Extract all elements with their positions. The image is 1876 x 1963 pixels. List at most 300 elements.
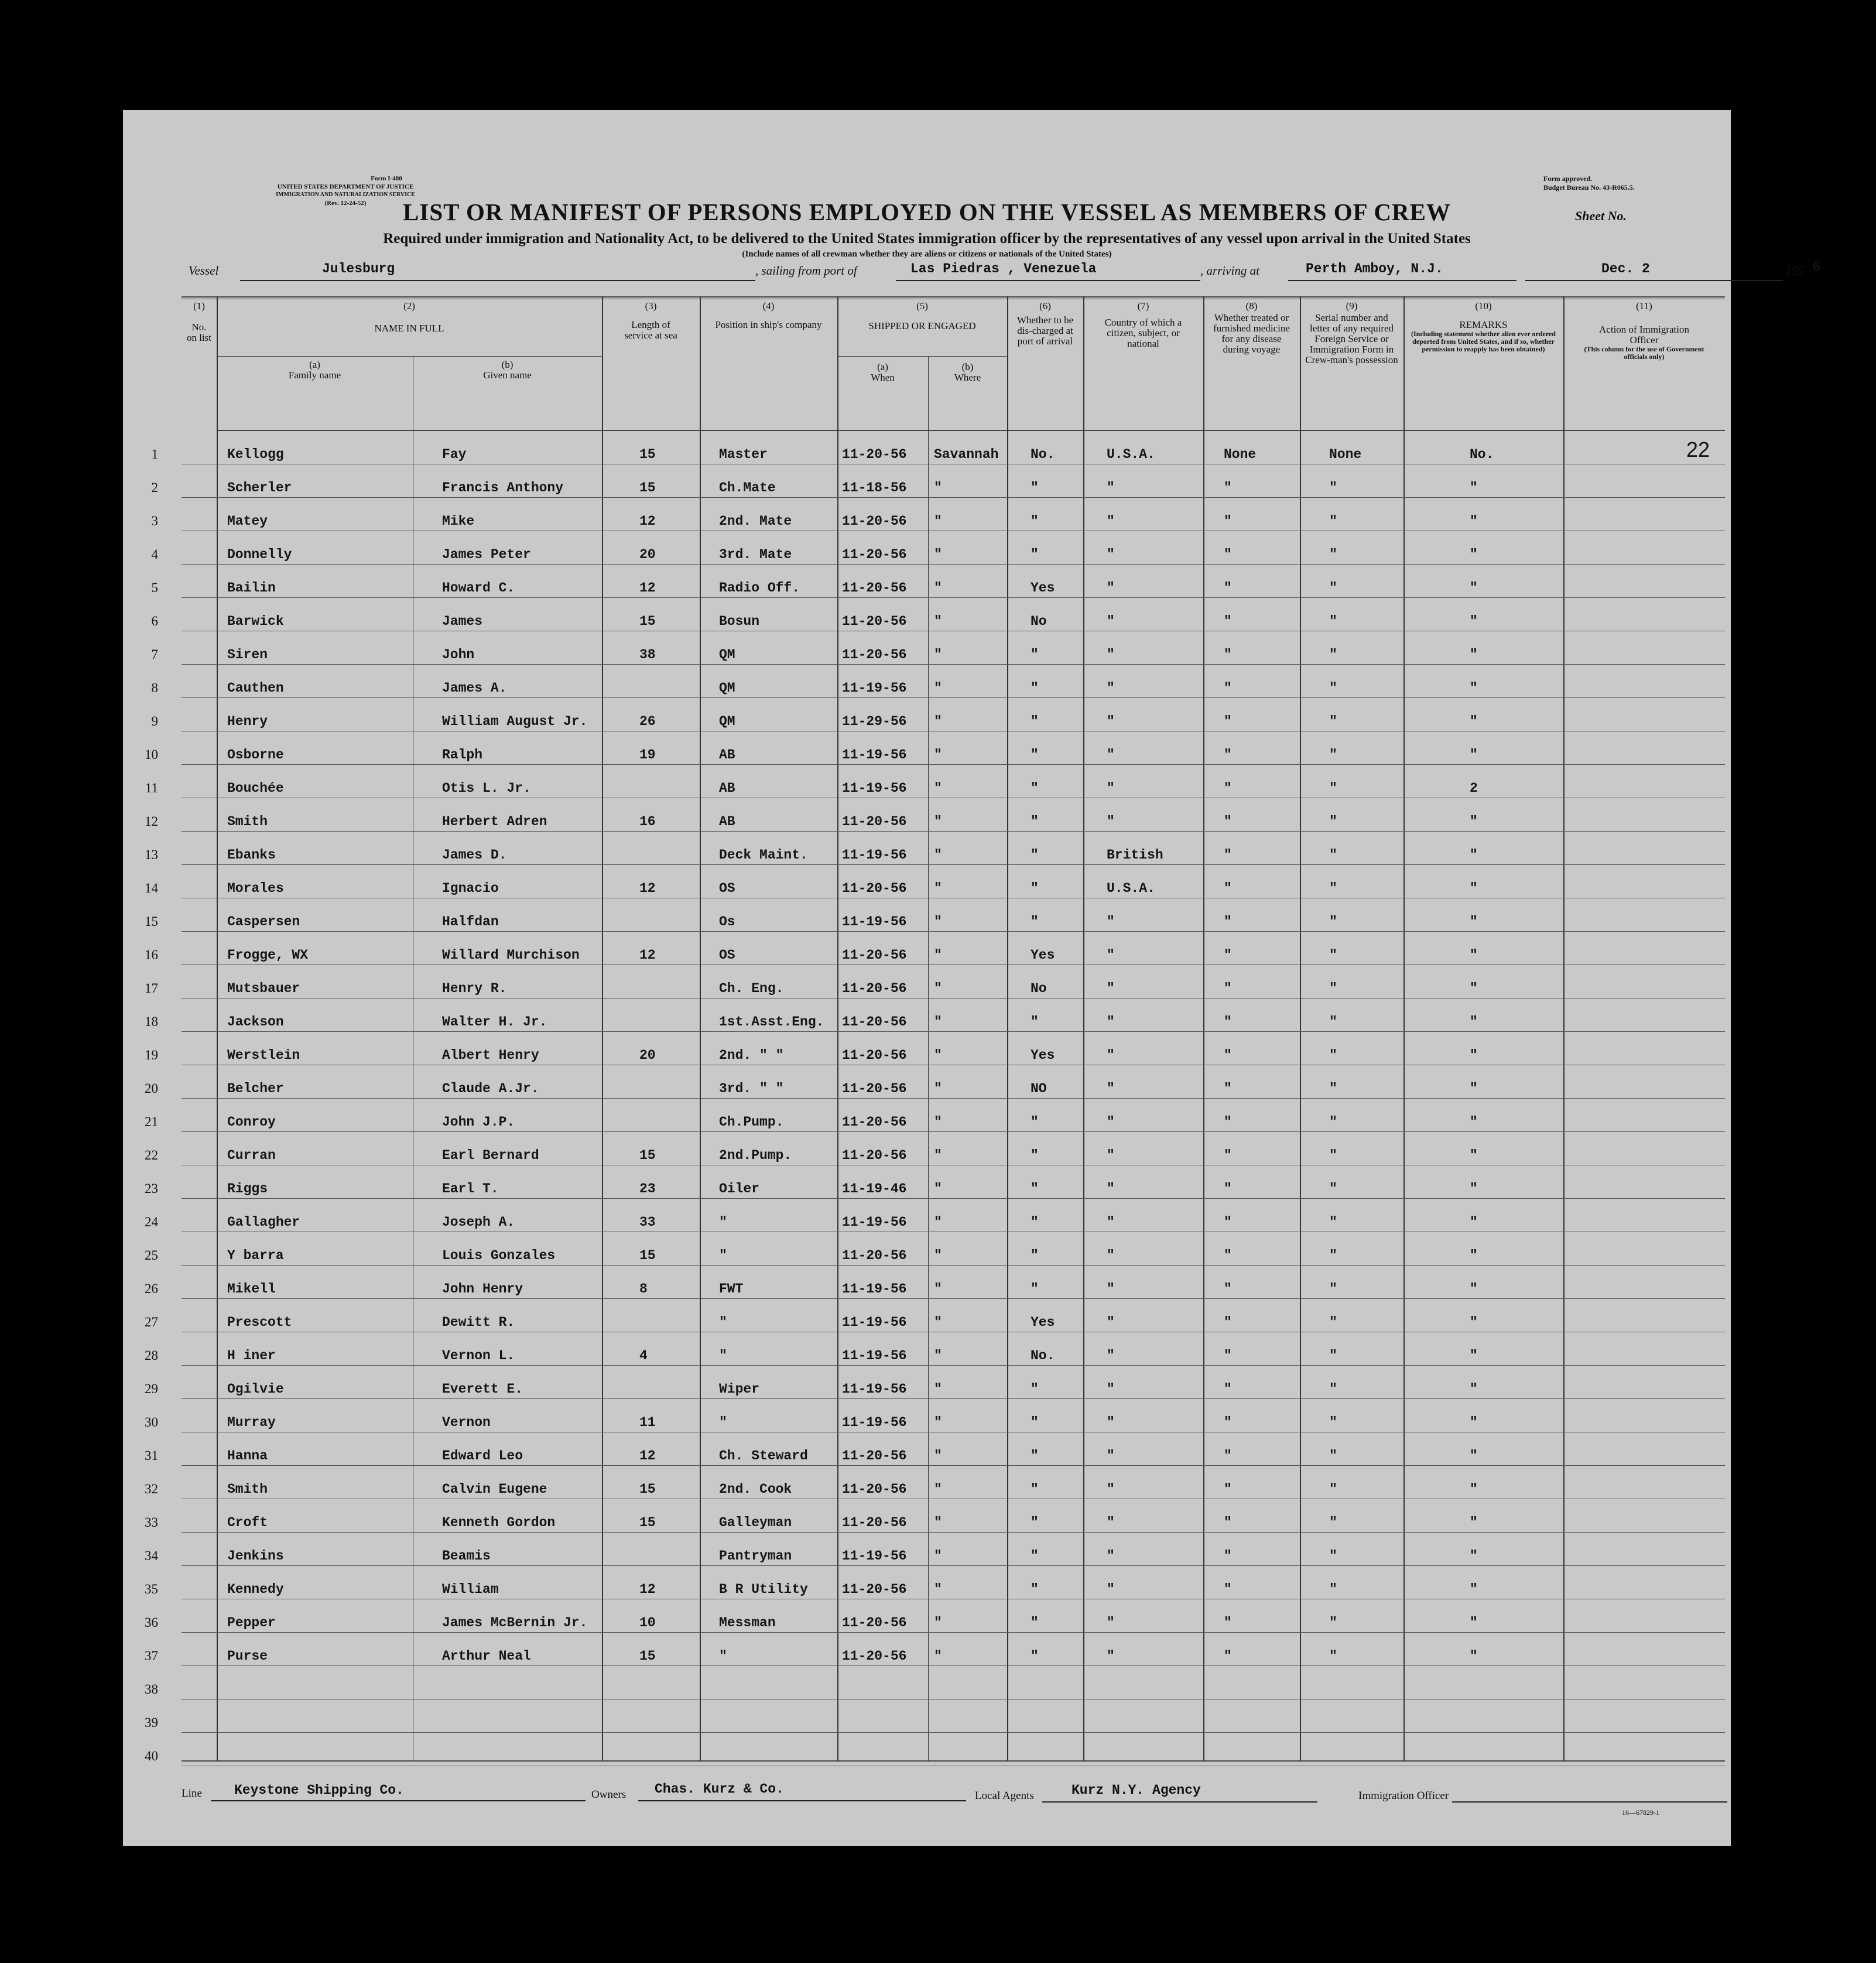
cell-family: Kellogg bbox=[227, 447, 284, 462]
cell-position: QM bbox=[719, 647, 735, 662]
cell-given: Beamis bbox=[442, 1548, 491, 1564]
col-no-on-list: No. on list bbox=[186, 322, 212, 343]
col-country: Country of which a citizen, subject, or national bbox=[1104, 317, 1182, 349]
cell-position: Oiler bbox=[719, 1181, 760, 1196]
cell-given: Claude A.Jr. bbox=[442, 1081, 539, 1096]
cell-country: " bbox=[1107, 1381, 1115, 1397]
cell-serial: " bbox=[1329, 1448, 1337, 1463]
col-position: Position in ship's company bbox=[715, 319, 822, 330]
cell-medicine: " bbox=[1224, 1248, 1232, 1263]
cell-where: " bbox=[934, 1649, 942, 1664]
cell-remarks: " bbox=[1470, 1248, 1478, 1263]
cell-serial: " bbox=[1329, 480, 1337, 495]
col8-number: (8) bbox=[1245, 300, 1258, 312]
cell-where: " bbox=[934, 1081, 942, 1096]
cell-position: 2nd. Cook bbox=[719, 1482, 792, 1497]
cell-family: Smith bbox=[227, 814, 268, 829]
cell-remarks: " bbox=[1470, 1281, 1478, 1297]
cell-discharged: Yes bbox=[1031, 580, 1055, 596]
port-from: Las Piedras , Venezuela bbox=[910, 261, 1097, 276]
cell-where: " bbox=[934, 948, 942, 963]
crew-row bbox=[123, 932, 1731, 965]
cell-where: " bbox=[934, 1415, 942, 1430]
cell-family: Henry bbox=[227, 714, 268, 729]
cell-country: " bbox=[1107, 781, 1115, 796]
cell-given: Earl T. bbox=[442, 1181, 499, 1196]
cell-where: " bbox=[934, 1548, 942, 1564]
cell-length: 8 bbox=[639, 1281, 648, 1297]
cell-discharged: " bbox=[1031, 781, 1039, 796]
cell-country: British bbox=[1107, 847, 1163, 863]
cell-serial: " bbox=[1329, 1215, 1337, 1230]
cell-serial: " bbox=[1329, 948, 1337, 963]
cell-remarks: " bbox=[1470, 847, 1478, 863]
cell-position: " bbox=[719, 1248, 727, 1263]
row-number: 39 bbox=[145, 1715, 158, 1730]
row-number: 20 bbox=[145, 1081, 158, 1096]
cell-position: Os bbox=[719, 914, 735, 929]
cell-where: " bbox=[934, 480, 942, 495]
col9-number: (9) bbox=[1346, 300, 1358, 312]
cell-given: Dewitt R. bbox=[442, 1315, 515, 1330]
crew-row bbox=[123, 498, 1731, 531]
cell-country: " bbox=[1107, 1348, 1115, 1363]
cell-serial: " bbox=[1329, 1649, 1337, 1664]
cell-medicine: " bbox=[1224, 1181, 1232, 1196]
cell-country: " bbox=[1107, 1615, 1115, 1630]
cell-where: " bbox=[934, 1315, 942, 1330]
cell-discharged: " bbox=[1031, 1515, 1039, 1530]
cell-remarks: 2 bbox=[1470, 781, 1478, 796]
cell-position: " bbox=[719, 1649, 727, 1664]
row-number: 5 bbox=[151, 580, 158, 595]
col-remarks: REMARKS bbox=[1459, 319, 1508, 330]
cell-family: Mutsbauer bbox=[227, 981, 300, 996]
cell-when: 11-18-56 bbox=[842, 480, 907, 495]
cell-given: Francis Anthony bbox=[442, 480, 564, 495]
cell-where: " bbox=[934, 1281, 942, 1297]
cell-position: AB bbox=[719, 747, 735, 762]
cell-serial: " bbox=[1329, 1315, 1337, 1330]
cell-when: 11-20-56 bbox=[842, 1114, 907, 1130]
crew-row bbox=[123, 1466, 1731, 1499]
cell-medicine: " bbox=[1224, 881, 1232, 896]
row-number: 19 bbox=[145, 1048, 158, 1062]
cell-country: " bbox=[1107, 1281, 1115, 1297]
cell-family: Bailin bbox=[227, 580, 276, 596]
cell-discharged: " bbox=[1031, 1381, 1039, 1397]
line-name: Keystone Shipping Co. bbox=[234, 1783, 404, 1798]
cell-length: 20 bbox=[639, 547, 656, 562]
crew-row bbox=[123, 1366, 1731, 1399]
cell-family: Smith bbox=[227, 1482, 268, 1497]
cell-when: 11-20-56 bbox=[842, 547, 907, 562]
cell-country: " bbox=[1107, 614, 1115, 629]
cell-remarks: " bbox=[1470, 1315, 1478, 1330]
crew-row bbox=[123, 832, 1731, 865]
cell-when: 11-19-56 bbox=[842, 1315, 907, 1330]
cell-discharged: " bbox=[1031, 1281, 1039, 1297]
cell-remarks: " bbox=[1470, 580, 1478, 596]
cell-when: 11-20-56 bbox=[842, 948, 907, 963]
cell-remarks: " bbox=[1470, 514, 1478, 529]
cell-discharged: NO bbox=[1031, 1081, 1047, 1096]
cell-serial: " bbox=[1329, 814, 1337, 829]
cell-country: " bbox=[1107, 1014, 1115, 1030]
cell-length: 10 bbox=[639, 1615, 656, 1630]
cell-remarks: " bbox=[1470, 1381, 1478, 1397]
cell-when: 11-20-56 bbox=[842, 580, 907, 596]
cell-remarks: " bbox=[1470, 814, 1478, 829]
crew-row bbox=[123, 1266, 1731, 1299]
col-shipped: SHIPPED OR ENGAGED bbox=[868, 320, 976, 331]
cell-family: Jackson bbox=[227, 1014, 284, 1030]
manifest-note: (Include names of all crewman whether they are aliens or citizens or nationals of the United States) bbox=[742, 249, 1112, 259]
row-number: 16 bbox=[145, 948, 158, 962]
vessel-name: Julesburg bbox=[322, 261, 395, 276]
row-number: 15 bbox=[145, 914, 158, 929]
cell-length: 4 bbox=[639, 1348, 648, 1363]
cell-discharged: " bbox=[1031, 1415, 1039, 1430]
crew-row bbox=[123, 1599, 1731, 1633]
cell-position: Master bbox=[719, 447, 768, 462]
row-number: 10 bbox=[145, 747, 158, 762]
cell-position: " bbox=[719, 1215, 727, 1230]
cell-serial: " bbox=[1329, 781, 1337, 796]
cell-medicine: " bbox=[1224, 1515, 1232, 1530]
cell-country: " bbox=[1107, 647, 1115, 662]
cell-family: Bouchée bbox=[227, 781, 284, 796]
crew-row bbox=[123, 464, 1731, 498]
cell-when: 11-19-56 bbox=[842, 847, 907, 863]
crew-row bbox=[123, 1733, 1731, 1766]
cell-where: " bbox=[934, 881, 942, 896]
cell-where: " bbox=[934, 647, 942, 662]
owners-name: Chas. Kurz & Co. bbox=[655, 1781, 784, 1797]
cell-position: Ch.Mate bbox=[719, 480, 776, 495]
cell-medicine: " bbox=[1224, 981, 1232, 996]
cell-medicine: " bbox=[1224, 847, 1232, 863]
cell-country: " bbox=[1107, 480, 1115, 495]
cell-when: 11-20-56 bbox=[842, 447, 907, 462]
cell-given: Joseph A. bbox=[442, 1215, 515, 1230]
cell-remarks: " bbox=[1470, 1415, 1478, 1430]
cell-medicine: " bbox=[1224, 1649, 1232, 1664]
cell-discharged: " bbox=[1031, 1181, 1039, 1196]
cell-family: H iner bbox=[227, 1348, 276, 1363]
cell-discharged: " bbox=[1031, 914, 1039, 929]
cell-medicine: " bbox=[1224, 647, 1232, 662]
col-serial: Serial number and letter of any required Foreign Service or Immigration Form in Crew-man's possession bbox=[1305, 312, 1398, 365]
row-number: 14 bbox=[145, 881, 158, 895]
cell-serial: " bbox=[1329, 981, 1337, 996]
crew-row bbox=[123, 631, 1731, 665]
cell-where: " bbox=[934, 1014, 942, 1030]
cell-given: Herbert Adren bbox=[442, 814, 547, 829]
cell-medicine: " bbox=[1224, 948, 1232, 963]
cell-discharged: " bbox=[1031, 714, 1039, 729]
cell-discharged: " bbox=[1031, 1215, 1039, 1230]
col6-number: (6) bbox=[1039, 300, 1051, 312]
cell-remarks: " bbox=[1470, 614, 1478, 629]
cell-when: 11-20-56 bbox=[842, 1081, 907, 1096]
cell-position: QM bbox=[719, 714, 735, 729]
cell-serial: " bbox=[1329, 847, 1337, 863]
col-given-mark: (b) bbox=[501, 359, 513, 370]
crew-row bbox=[123, 665, 1731, 698]
cell-when: 11-19-56 bbox=[842, 1415, 907, 1430]
cell-discharged: Yes bbox=[1031, 1048, 1055, 1063]
cell-where: " bbox=[934, 714, 942, 729]
cell-when: 11-20-56 bbox=[842, 1649, 907, 1664]
col-family-mark: (a) bbox=[309, 359, 320, 370]
cell-country: U.S.A. bbox=[1107, 881, 1155, 896]
cell-given: Albert Henry bbox=[442, 1048, 539, 1063]
cell-length: 15 bbox=[639, 614, 656, 629]
cell-when: 11-20-56 bbox=[842, 1482, 907, 1497]
cell-position: AB bbox=[719, 781, 735, 796]
cell-length: 20 bbox=[639, 1048, 656, 1063]
crew-row bbox=[123, 731, 1731, 765]
cell-where: " bbox=[934, 580, 942, 596]
cell-discharged: " bbox=[1031, 1014, 1039, 1030]
print-code: 16—67829-1 bbox=[1622, 1808, 1659, 1817]
crew-row bbox=[123, 1032, 1731, 1065]
crew-row bbox=[123, 531, 1731, 565]
crew-row bbox=[123, 1132, 1731, 1165]
cell-family: Ogilvie bbox=[227, 1381, 284, 1397]
cell-position: Ch. Eng. bbox=[719, 981, 784, 996]
row-number: 4 bbox=[151, 547, 158, 562]
cell-medicine: " bbox=[1224, 714, 1232, 729]
form-number: Form I-480 bbox=[371, 175, 402, 182]
cell-family: Murray bbox=[227, 1415, 276, 1430]
cell-given: Henry R. bbox=[442, 981, 507, 996]
manifest-sheet bbox=[123, 110, 1821, 1846]
cell-remarks: " bbox=[1470, 1448, 1478, 1463]
cell-medicine: " bbox=[1224, 514, 1232, 529]
cell-family: Frogge, WX bbox=[227, 948, 309, 963]
cell-country: " bbox=[1107, 1515, 1115, 1530]
row-number: 13 bbox=[145, 847, 158, 862]
cell-where: " bbox=[934, 547, 942, 562]
crew-row bbox=[123, 1566, 1731, 1599]
cell-remarks: " bbox=[1470, 714, 1478, 729]
cell-medicine: " bbox=[1224, 1482, 1232, 1497]
cell-given: James A. bbox=[442, 680, 507, 696]
arrival-date: Dec. 2 bbox=[1601, 261, 1650, 276]
cell-length: 12 bbox=[639, 948, 656, 963]
cell-serial: " bbox=[1329, 747, 1337, 762]
col-medicine: Whether treated or furnished medicine for any disease during voyage bbox=[1213, 312, 1290, 355]
cell-when: 11-20-56 bbox=[842, 814, 907, 829]
cell-length: 12 bbox=[639, 580, 656, 596]
row-number: 40 bbox=[145, 1749, 158, 1763]
cell-serial: " bbox=[1329, 1281, 1337, 1297]
cell-medicine: " bbox=[1224, 1548, 1232, 1564]
cell-country: " bbox=[1107, 747, 1115, 762]
row-number: 3 bbox=[151, 514, 158, 528]
row-number: 25 bbox=[145, 1248, 158, 1263]
cell-discharged: " bbox=[1031, 547, 1039, 562]
cell-discharged: No. bbox=[1031, 1348, 1055, 1363]
crew-row bbox=[123, 1666, 1731, 1699]
cell-serial: " bbox=[1329, 614, 1337, 629]
cell-when: 11-20-56 bbox=[842, 1515, 907, 1530]
cell-country: " bbox=[1107, 1482, 1115, 1497]
owners-label: Owners bbox=[591, 1788, 627, 1801]
crew-row bbox=[123, 431, 1731, 464]
col-remarks-note: (Including statement whether alien ever ordered deported from United States, and if so, whether permission to reapply has been obtained) bbox=[1411, 330, 1556, 353]
cell-country: " bbox=[1107, 680, 1115, 696]
year-digit: 6 bbox=[1812, 259, 1821, 275]
vessel-label: Vessel bbox=[189, 264, 219, 278]
cell-remarks: " bbox=[1470, 1081, 1478, 1096]
cell-position: OS bbox=[719, 948, 735, 963]
cell-where: " bbox=[934, 1048, 942, 1063]
cell-country: " bbox=[1107, 547, 1115, 562]
crew-row bbox=[123, 965, 1731, 998]
row-number: 1 bbox=[151, 447, 158, 461]
cell-country: " bbox=[1107, 580, 1115, 596]
cell-length: 15 bbox=[639, 1148, 656, 1163]
cell-discharged: No. bbox=[1031, 447, 1055, 462]
cell-where: " bbox=[934, 1448, 942, 1463]
cell-country: " bbox=[1107, 1081, 1115, 1096]
row-number: 18 bbox=[145, 1014, 158, 1029]
crew-row bbox=[123, 765, 1731, 798]
cell-where: " bbox=[934, 914, 942, 929]
cell-country: " bbox=[1107, 814, 1115, 829]
cell-length: 12 bbox=[639, 1582, 656, 1597]
cell-discharged: " bbox=[1031, 1582, 1039, 1597]
row-number: 17 bbox=[145, 981, 158, 996]
cell-remarks: " bbox=[1470, 547, 1478, 562]
cell-length: 19 bbox=[639, 747, 656, 762]
cell-where: " bbox=[934, 1582, 942, 1597]
col7-number: (7) bbox=[1137, 300, 1149, 312]
cell-where: " bbox=[934, 1148, 942, 1163]
cell-family: Pepper bbox=[227, 1615, 276, 1630]
crew-row bbox=[123, 698, 1731, 731]
cell-when: 11-20-56 bbox=[842, 1248, 907, 1263]
cell-where: " bbox=[934, 781, 942, 796]
department-name: UNITED STATES DEPARTMENT OF JUSTICE bbox=[277, 183, 414, 190]
cell-country: " bbox=[1107, 514, 1115, 529]
cell-length: 15 bbox=[639, 480, 656, 495]
cell-discharged: " bbox=[1031, 1248, 1039, 1263]
cell-position: Ch. Steward bbox=[719, 1448, 808, 1463]
cell-medicine: " bbox=[1224, 1081, 1232, 1096]
cell-given: Ralph bbox=[442, 747, 483, 762]
cell-family: Osborne bbox=[227, 747, 284, 762]
cell-medicine: " bbox=[1224, 480, 1232, 495]
cell-where: " bbox=[934, 1515, 942, 1530]
cell-serial: " bbox=[1329, 647, 1337, 662]
cell-remarks: No. bbox=[1470, 447, 1494, 462]
col3-number: (3) bbox=[645, 300, 657, 312]
cell-remarks: " bbox=[1470, 948, 1478, 963]
cell-serial: " bbox=[1329, 1081, 1337, 1096]
cell-country: " bbox=[1107, 981, 1115, 996]
crew-row bbox=[123, 1199, 1731, 1232]
form-revision: (Rev. 12-24-52) bbox=[324, 200, 367, 207]
cell-discharged: No bbox=[1031, 614, 1047, 629]
sailing-label: , sailing from port of bbox=[755, 264, 857, 278]
col-where: Where bbox=[954, 372, 981, 383]
cell-when: 11-19-56 bbox=[842, 1548, 907, 1564]
cell-family: Mikell bbox=[227, 1281, 276, 1297]
cell-family: Ebanks bbox=[227, 847, 276, 863]
cell-serial: " bbox=[1329, 514, 1337, 529]
cell-when: 11-20-56 bbox=[842, 1448, 907, 1463]
cell-serial: " bbox=[1329, 1181, 1337, 1196]
cell-remarks: " bbox=[1470, 1482, 1478, 1497]
cell-serial: " bbox=[1329, 1148, 1337, 1163]
cell-where: " bbox=[934, 514, 942, 529]
row-number: 33 bbox=[145, 1515, 158, 1530]
cell-where: " bbox=[934, 1248, 942, 1263]
cell-serial: " bbox=[1329, 1114, 1337, 1130]
crew-row bbox=[123, 865, 1731, 898]
row-number: 7 bbox=[151, 647, 158, 662]
crew-row bbox=[123, 798, 1731, 832]
crew-row bbox=[123, 1699, 1731, 1733]
col-where-mark: (b) bbox=[961, 361, 974, 372]
col-discharged: Whether to be dis-charged at port of arrival bbox=[1016, 314, 1074, 347]
cell-length: 12 bbox=[639, 1448, 656, 1463]
crew-row bbox=[123, 598, 1731, 631]
cell-country: U.S.A. bbox=[1107, 447, 1155, 462]
cell-discharged: No bbox=[1031, 981, 1047, 996]
row-number: 26 bbox=[145, 1281, 158, 1296]
cell-when: 11-19-56 bbox=[842, 1381, 907, 1397]
cell-discharged: " bbox=[1031, 847, 1039, 863]
cell-remarks: " bbox=[1470, 1548, 1478, 1564]
crew-row bbox=[123, 1533, 1731, 1566]
cell-length: 15 bbox=[639, 447, 656, 462]
cell-family: Siren bbox=[227, 647, 268, 662]
cell-discharged: " bbox=[1031, 514, 1039, 529]
cell-family: Belcher bbox=[227, 1081, 284, 1096]
cell-medicine: " bbox=[1224, 1381, 1232, 1397]
cell-where: " bbox=[934, 1181, 942, 1196]
crew-row bbox=[123, 1299, 1731, 1332]
row-number: 9 bbox=[151, 714, 158, 729]
cell-given: Vernon L. bbox=[442, 1348, 515, 1363]
cell-position: B R Utility bbox=[719, 1582, 808, 1597]
cell-given: John J.P. bbox=[442, 1114, 515, 1130]
cell-given: John Henry bbox=[442, 1281, 523, 1297]
cell-serial: " bbox=[1329, 1482, 1337, 1497]
cell-medicine: " bbox=[1224, 1114, 1232, 1130]
cell-family: Conroy bbox=[227, 1114, 276, 1130]
cell-where: " bbox=[934, 747, 942, 762]
cell-length: 15 bbox=[639, 1482, 656, 1497]
cell-discharged: " bbox=[1031, 1615, 1039, 1630]
cell-remarks: " bbox=[1470, 1582, 1478, 1597]
cell-given: Mike bbox=[442, 514, 475, 529]
cell-where: " bbox=[934, 680, 942, 696]
row-number: 2 bbox=[151, 480, 158, 495]
cell-position: Bosun bbox=[719, 614, 760, 629]
cell-serial: None bbox=[1329, 447, 1362, 462]
cell-position: QM bbox=[719, 680, 735, 696]
port-to: Perth Amboy, N.J. bbox=[1306, 261, 1443, 276]
cell-family: Riggs bbox=[227, 1181, 268, 1196]
cell-serial: " bbox=[1329, 680, 1337, 696]
manifest-title: LIST OR MANIFEST OF PERSONS EMPLOYED ON THE VESSEL AS MEMBERS OF CREW bbox=[403, 199, 1451, 225]
